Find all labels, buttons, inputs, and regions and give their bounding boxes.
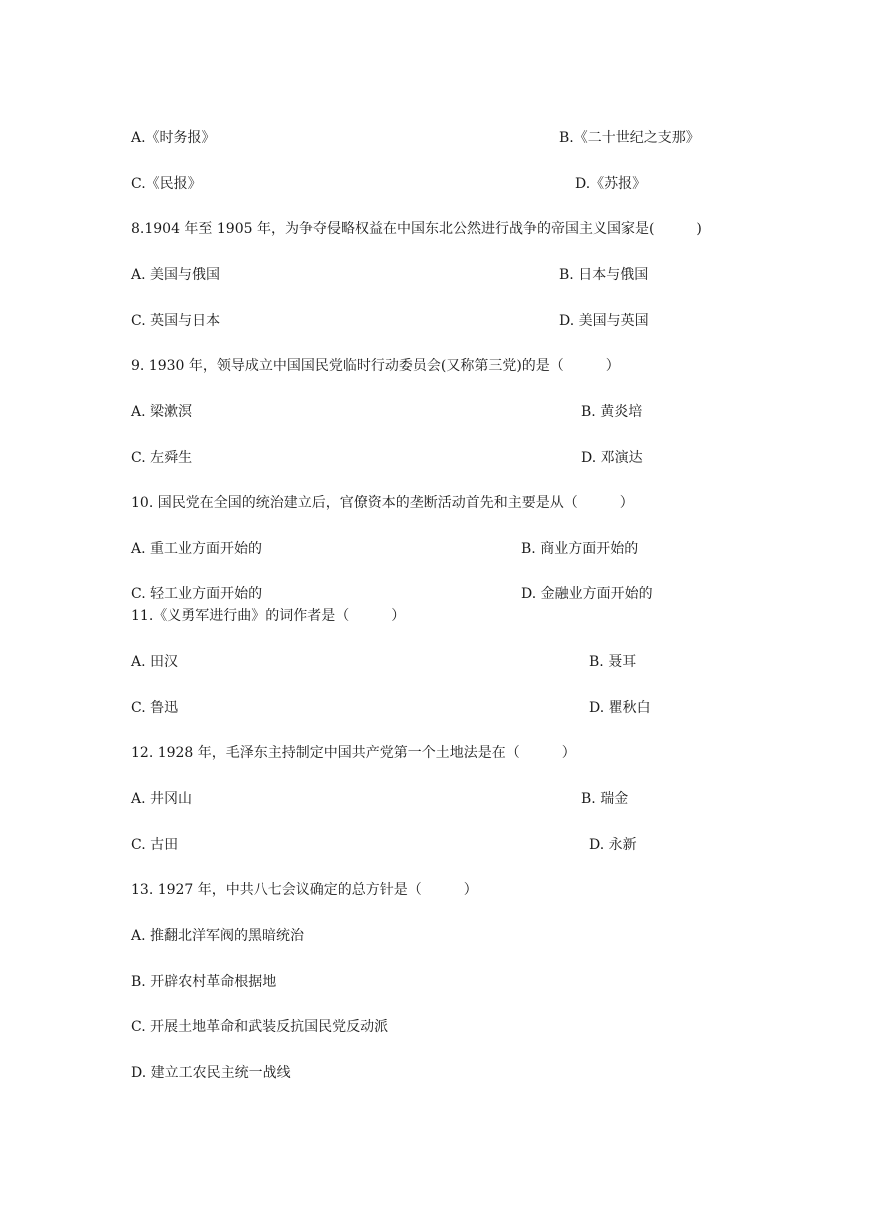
q10-stem: 10. 国民党在全国的统治建立后，官僚资本的垄断活动首先和主要是从（ ）	[131, 495, 634, 511]
q11-option-d: D. 瞿秋白	[589, 700, 651, 716]
q8-stem: 8.1904 年至 1905 年，为争夺侵略权益在中国东北公然进行战争的帝国主义国家是( )	[131, 221, 702, 237]
q8-option-b: B. 日本与俄国	[559, 267, 649, 283]
q12-option-a: A. 井冈山	[131, 791, 193, 807]
q7-option-a: A.《时务报》	[131, 130, 216, 146]
q11-stem: 11.《义勇军进行曲》的词作者是（ ）	[131, 608, 406, 624]
q7-option-d: D.《苏报》	[575, 176, 647, 192]
q13-option-a: A. 推翻北洋军阀的黑暗统治	[131, 928, 305, 944]
q13-option-d: D. 建立工农民主统一战线	[131, 1065, 291, 1081]
q12-option-b: B. 瑞金	[581, 791, 629, 807]
q10-option-b: B. 商业方面开始的	[521, 541, 639, 557]
q12-option-c: C. 古田	[131, 837, 179, 853]
q9-option-a: A. 梁漱溟	[131, 404, 193, 420]
q9-option-c: C. 左舜生	[131, 450, 193, 466]
q9-option-d: D. 邓演达	[581, 450, 643, 466]
q9-stem: 9. 1930 年，领导成立中国国民党临时行动委员会(又称第三党)的是（ ）	[131, 358, 620, 374]
q10-option-d: D. 金融业方面开始的	[521, 586, 653, 602]
q12-stem: 12. 1928 年，毛泽东主持制定中国共产党第一个土地法是在（ ）	[131, 745, 576, 761]
q10-option-a: A. 重工业方面开始的	[131, 541, 263, 557]
q12-option-d: D. 永新	[589, 837, 637, 853]
q13-stem: 13. 1927 年，中共八七会议确定的总方针是（ ）	[131, 882, 478, 898]
q13-option-c: C. 开展土地革命和武装反抗国民党反动派	[131, 1019, 389, 1035]
q11-option-b: B. 聂耳	[589, 654, 637, 670]
q7-option-c: C.《民报》	[131, 176, 202, 192]
q11-option-c: C. 鲁迅	[131, 700, 179, 716]
q10-option-c: C. 轻工业方面开始的	[131, 586, 263, 602]
q8-option-a: A. 美国与俄国	[131, 267, 221, 283]
q8-option-c: C. 英国与日本	[131, 313, 221, 329]
q8-option-d: D. 美国与英国	[559, 313, 649, 329]
q9-option-b: B. 黄炎培	[581, 404, 643, 420]
q7-option-b: B.《二十世纪之支那》	[559, 130, 700, 146]
q11-option-a: A. 田汉	[131, 654, 179, 670]
q13-option-b: B. 开辟农村革命根据地	[131, 974, 277, 990]
